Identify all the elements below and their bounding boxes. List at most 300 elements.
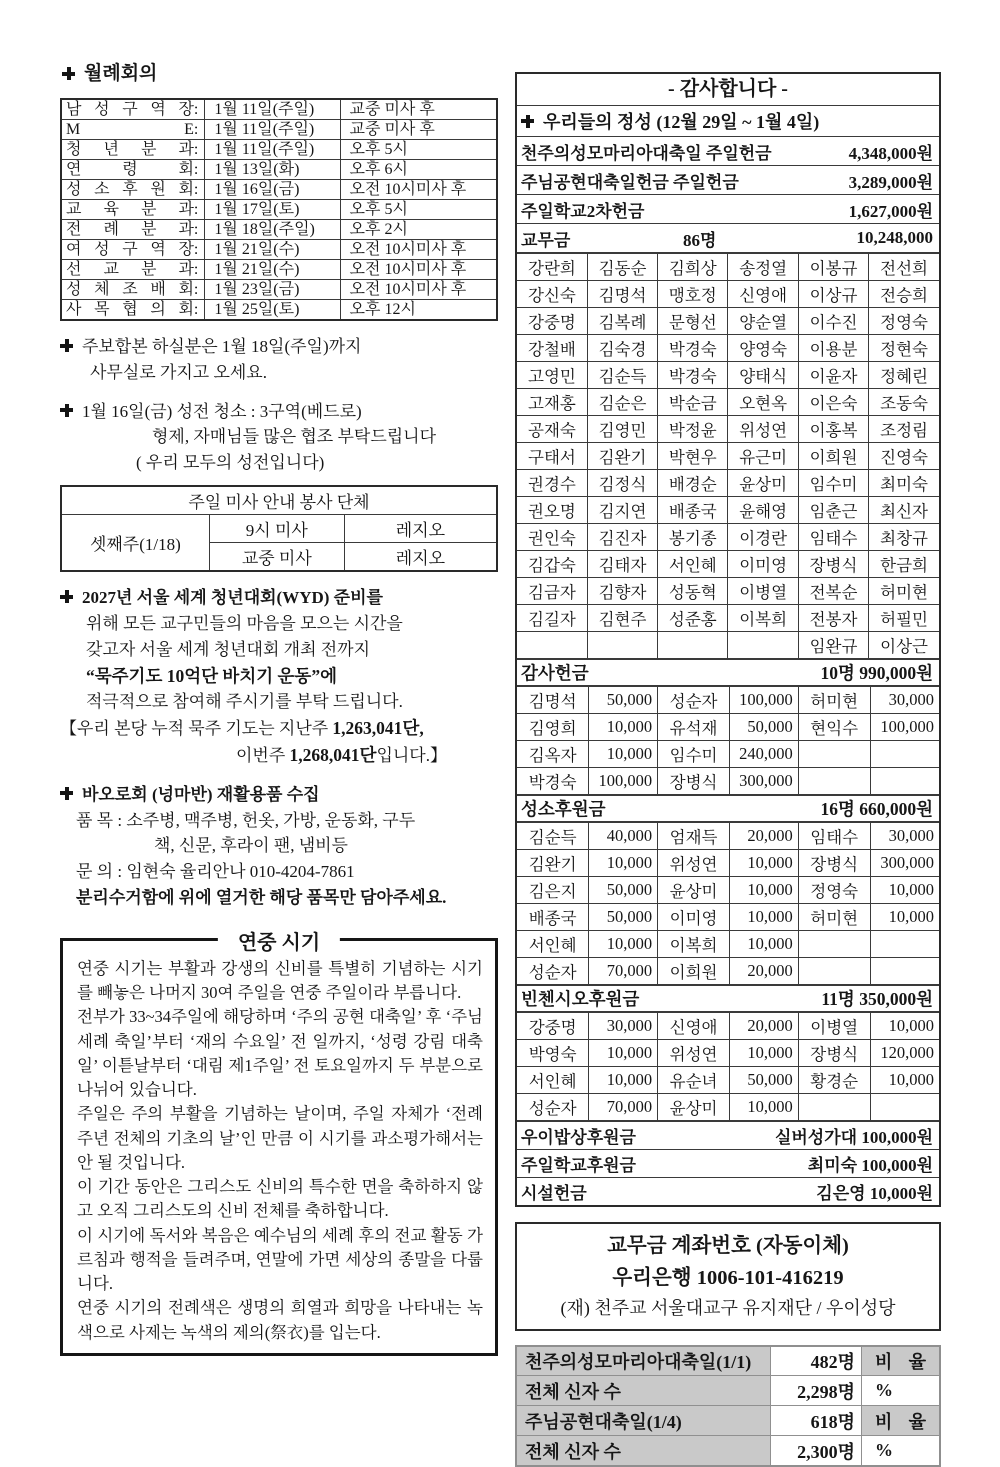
contributor-name-row [517, 281, 939, 308]
meeting-name-cell: 여 성 구 역 장: [61, 240, 205, 260]
donor-name-cell: 김은지 [517, 877, 589, 904]
monthly-meeting-row [61, 180, 497, 200]
contributor-name-row [517, 551, 939, 578]
section-summary: 10명 990,000원 [820, 663, 933, 683]
member-name-cell: 조정림 [869, 416, 939, 443]
stats-ratio-cell: % [862, 1436, 940, 1466]
member-name-cell: 김영민 [587, 416, 657, 443]
thanks-box [515, 72, 941, 1207]
donor-name-cell: 김순득 [517, 823, 589, 850]
ordinary-time-paragraph: 연중 시기는 부활과 강생의 신비를 특별히 기념하는 시기를 빼놓은 나머지 30여 주일을 연중 주일이라 부릅니다. [77, 958, 483, 1003]
stats-count-cell: 2,300명 [770, 1436, 861, 1466]
donation-amount-cell: 70,000 [589, 958, 658, 985]
mass-group-cell: 레지오 [344, 543, 497, 572]
offering-label: 천주의성모마리아대축일 주일헌금 [521, 143, 772, 163]
member-name-cell [728, 632, 798, 659]
account-holder: (재) 천주교 서울대교구 유지재단 / 우이성당 [560, 1297, 896, 1318]
offering-amount: 실버성가대 100,000원 [774, 1128, 933, 1147]
member-name-cell: 고영민 [517, 362, 587, 389]
member-name-cell: 배경순 [658, 470, 728, 497]
ordinary-time-paragraph: 이 시기에 독서와 복음은 예수님의 세례 후의 전교 활동 가르침과 행적을 들려주며, 연말에 가면 세상의 종말을 다룹니다. [77, 1225, 483, 1294]
donation-amount-cell: 50,000 [729, 1067, 798, 1094]
donation-row [517, 1040, 939, 1067]
meeting-name-cell: 성 체 조 배 회: [61, 280, 205, 300]
donor-name-cell [798, 931, 870, 958]
monthly-meeting-rows [61, 99, 497, 320]
donation-row [517, 958, 939, 985]
donor-name-cell: 김영희 [517, 714, 589, 741]
account-number: 우리은행 1006-101-416219 [612, 1267, 844, 1290]
member-name-cell: 권경수 [517, 470, 587, 497]
offering-row [517, 195, 939, 224]
member-name-cell: 이홍복 [798, 416, 868, 443]
donor-name-cell: 배종국 [517, 904, 589, 931]
member-name-cell: 한금희 [869, 551, 939, 578]
contributor-name-row [517, 389, 939, 416]
meeting-name-cell: M E: [61, 120, 205, 140]
notice1-line1: 주보합본 하실분은 1월 18일(주일)까지 [82, 337, 362, 356]
member-name-cell: 임완규 [798, 632, 868, 659]
mass-name-cell: 9시 미사 [209, 515, 344, 543]
member-name-cell: 이수진 [798, 308, 868, 335]
offering-row [517, 137, 939, 166]
donation-amount-cell: 10,000 [729, 1040, 798, 1067]
member-name-cell: 이용분 [798, 335, 868, 362]
meeting-time-cell: 오전 10시미사 후 [340, 180, 497, 200]
member-name-cell: 이희원 [798, 443, 868, 470]
stats-label-cell: 전체 신자 수 [516, 1436, 770, 1466]
donation-amount-cell: 50,000 [589, 687, 658, 714]
member-name-cell: 김금자 [517, 578, 587, 605]
donation-amount-cell: 10,000 [589, 931, 658, 958]
meeting-time-cell: 오후 5시 [340, 140, 497, 160]
meeting-date-cell: 1월 11일(주일) [205, 99, 340, 120]
donation-amount-cell: 30,000 [870, 823, 939, 850]
maltese-cross-icon [60, 339, 73, 352]
meeting-time-cell: 오전 10시미사 후 [340, 240, 497, 260]
offering-label: 우이밥상후원금 [521, 1128, 636, 1147]
donor-name-cell: 허미현 [798, 904, 870, 931]
wyd-line5: 적극적으로 참여해 주시기를 부탁 드립니다. [86, 692, 403, 712]
mass-name-cell: 교중 미사 [209, 543, 344, 572]
member-name-cell [587, 632, 657, 659]
wyd-notice [60, 585, 498, 769]
donor-name-cell: 신영애 [658, 1013, 730, 1040]
attendance-stats-rows [516, 1346, 940, 1466]
stats-count-cell: 482명 [770, 1346, 861, 1376]
sunday-mass-guide-table [60, 485, 498, 572]
member-name-cell: 이은숙 [798, 389, 868, 416]
ordinary-time-title: 연중 시기 [218, 926, 340, 955]
meeting-name-cell: 전 례 분 과: [61, 220, 205, 240]
donor-name-cell [798, 741, 870, 768]
donation-amount-cell [870, 768, 939, 795]
meeting-date-cell: 1월 18일(주일) [205, 220, 340, 240]
wyd-campaign-line: “묵주기도 10억단 바치기 운동”에 [86, 665, 337, 686]
meeting-time-cell: 오전 10시미사 후 [340, 280, 497, 300]
meeting-name-cell: 선 교 분 과: [61, 260, 205, 280]
donor-name-cell: 정영숙 [798, 877, 870, 904]
donation-amount-cell: 10,000 [589, 741, 658, 768]
offering-amount: 3,289,000원 [848, 172, 933, 192]
member-name-cell: 양순열 [728, 308, 798, 335]
contributor-name-row [517, 416, 939, 443]
member-name-cell: 전복순 [798, 578, 868, 605]
ordinary-time-paragraph: 이 기간 동안은 그리스도 신비의 특수한 면을 축하하지 않고 오직 그리스도의 신비 전체를 축하합니다. [77, 1177, 483, 1221]
member-name-cell: 이미영 [728, 551, 798, 578]
meeting-time-cell: 오후 6시 [340, 160, 497, 180]
donor-name-cell: 김완기 [517, 850, 589, 877]
donor-name-cell: 박경숙 [517, 768, 589, 795]
rosary-count-lastweek: 1,263,041단, [332, 718, 424, 739]
paul-bold-note: 분리수거함에 위에 열거한 해당 품목만 담아주세요. [76, 888, 447, 908]
notice1-line2: 사무실로 가지고 오세요. [90, 362, 267, 382]
meeting-date-cell: 1월 17일(토) [205, 200, 340, 220]
meeting-time-cell: 오후 5시 [340, 200, 497, 220]
monthly-meeting-heading [62, 58, 498, 85]
donation-amount-cell: 50,000 [589, 904, 658, 931]
donation-amount-cell: 300,000 [870, 850, 939, 877]
donation-amount-cell: 10,000 [870, 904, 939, 931]
meeting-name-cell: 남 성 구 역 장: [61, 99, 205, 120]
stats-ratio-cell: 비 율 [862, 1406, 940, 1436]
member-name-cell: 이상근 [869, 632, 939, 659]
meeting-date-cell: 1월 13일(화) [205, 160, 340, 180]
member-name-cell: 양영숙 [728, 335, 798, 362]
donation-amount-cell: 30,000 [870, 687, 939, 714]
contributor-name-row [517, 362, 939, 389]
donation-amount-cell: 40,000 [589, 823, 658, 850]
paul-title: 바오로회 (넝마반) 재활용품 수집 [82, 784, 320, 804]
member-name-cell: 김갑숙 [517, 551, 587, 578]
donation-amount-cell: 10,000 [729, 877, 798, 904]
donation-amount-cell: 20,000 [729, 1013, 798, 1040]
notice2-line2: 형제, 자매님들 많은 협조 부탁드립니다 [152, 427, 437, 447]
member-name-cell: 구태서 [517, 443, 587, 470]
right-column [515, 72, 941, 1467]
member-name-cell: 이윤자 [798, 362, 868, 389]
donation-row [517, 877, 939, 904]
donation-amount-cell: 10,000 [589, 1067, 658, 1094]
member-name-cell: 김복례 [587, 308, 657, 335]
contributor-name-row [517, 308, 939, 335]
stats-count-cell: 2,298명 [770, 1376, 861, 1406]
mass-week-cell: 셋째주(1/18) [61, 515, 209, 572]
monthly-meeting-row [61, 99, 497, 120]
member-name-cell: 권인숙 [517, 524, 587, 551]
donor-name-cell: 이희원 [658, 958, 730, 985]
donation-amount-cell: 240,000 [729, 741, 798, 768]
member-name-cell: 김지연 [587, 497, 657, 524]
paul-contact: 문 의 : 임현숙 율리안나 010-4204-7861 [76, 862, 355, 882]
donation-amount-cell [870, 958, 939, 985]
offering-row [517, 166, 939, 195]
donation-row [517, 714, 939, 741]
donation-amount-cell: 100,000 [729, 687, 798, 714]
donor-name-cell: 박영숙 [517, 1040, 589, 1067]
donation-amount-cell: 30,000 [589, 1013, 658, 1040]
donor-name-cell: 윤상미 [658, 877, 730, 904]
stats-row [516, 1436, 940, 1466]
donation-amount-cell: 100,000 [870, 714, 939, 741]
thanks-subtitle-row [517, 106, 939, 137]
donation-amount-cell: 20,000 [729, 958, 798, 985]
left-column [60, 58, 498, 1356]
gyomugeum-row [517, 224, 939, 253]
member-name-cell: 김순은 [587, 389, 657, 416]
member-name-cell: 윤해영 [728, 497, 798, 524]
ordinary-time-paragraph: 연중 시기의 전례색은 생명의 희열과 희망을 나타내는 녹색으로 사제는 녹색의 제의(祭衣)를 입는다. [77, 1298, 483, 1342]
donation-row [517, 1013, 939, 1040]
donor-name-cell: 임수미 [658, 741, 730, 768]
donation-amount-cell: 300,000 [729, 768, 798, 795]
member-name-cell: 송정열 [728, 254, 798, 281]
donation-amount-cell: 20,000 [729, 823, 798, 850]
paul-items-line1: 품 목 : 소주병, 맥주병, 헌옷, 가방, 운동화, 구두 [76, 810, 416, 830]
section-summary: 16명 660,000원 [820, 799, 933, 819]
monthly-meeting-title: 월례회의 [84, 63, 158, 84]
member-name-cell: 김진자 [587, 524, 657, 551]
offering-label: 시설헌금 [521, 1184, 587, 1203]
contributor-name-row [517, 578, 939, 605]
bulletin-binder-notice [60, 334, 498, 386]
member-name-cell: 서인혜 [658, 551, 728, 578]
member-name-cell: 최미숙 [869, 470, 939, 497]
member-name-cell: 김순득 [587, 362, 657, 389]
donation-amount-cell: 10,000 [729, 850, 798, 877]
donation-row [517, 1094, 939, 1121]
member-name-cell: 봉기종 [658, 524, 728, 551]
meeting-name-cell: 청 년 분 과: [61, 140, 205, 160]
donation-row [517, 850, 939, 877]
member-name-cell: 허미현 [869, 578, 939, 605]
stats-label-cell: 전체 신자 수 [516, 1376, 770, 1406]
stats-label-cell: 주님공현대축일(1/4) [516, 1406, 770, 1436]
monthly-meeting-row [61, 220, 497, 240]
member-name-cell: 김현주 [587, 605, 657, 632]
wyd-title: 2027년 서울 세계 청년대회(WYD) 준비를 [82, 588, 383, 608]
member-name-cell: 위성연 [728, 416, 798, 443]
member-name-cell: 전선희 [869, 254, 939, 281]
member-name-cell: 신영애 [728, 281, 798, 308]
contributor-name-row [517, 470, 939, 497]
stats-count-cell: 618명 [770, 1406, 861, 1436]
single-offering-row [517, 1149, 939, 1177]
maltese-cross-icon [521, 115, 534, 128]
contributor-name-row [517, 335, 939, 362]
donor-name-cell: 성순자 [517, 1094, 589, 1121]
member-name-cell: 김길자 [517, 605, 587, 632]
member-name-cell: 성동혁 [658, 578, 728, 605]
member-name-cell: 이경란 [728, 524, 798, 551]
donor-name-cell: 현익수 [798, 714, 870, 741]
donor-name-cell: 김옥자 [517, 741, 589, 768]
member-name-cell: 이봉규 [798, 254, 868, 281]
wyd-rosary-count-line1: 【우리 본당 누적 묵주 기도는 지난주 1,263,041단, [60, 718, 424, 739]
member-name-cell: 공재숙 [517, 416, 587, 443]
mass-table-row [61, 515, 497, 543]
member-name-cell: 장병식 [798, 551, 868, 578]
member-name-cell: 허필민 [869, 605, 939, 632]
maltese-cross-icon [62, 67, 75, 80]
meeting-time-cell: 교중 미사 후 [340, 120, 497, 140]
vincent-fund-table [517, 1012, 939, 1121]
donor-name-cell: 장병식 [658, 768, 730, 795]
paul-items-line2: 책, 신문, 후라이 팬, 냄비등 [154, 836, 348, 856]
donor-name-cell: 장병식 [798, 1040, 870, 1067]
member-name-cell: 강신숙 [517, 281, 587, 308]
meeting-name-cell: 성 소 후 원 회: [61, 180, 205, 200]
maltese-cross-icon [60, 590, 73, 603]
member-name-cell: 전승희 [869, 281, 939, 308]
meeting-date-cell: 1월 11일(주일) [205, 120, 340, 140]
section-label: 빈첸시오후원금 [521, 989, 640, 1009]
vocation-fund-section-header [517, 795, 939, 822]
donation-amount-cell [870, 741, 939, 768]
donor-name-cell: 이병열 [798, 1013, 870, 1040]
maltese-cross-icon [60, 404, 73, 417]
attendance-stats-table [515, 1345, 941, 1467]
stats-row [516, 1376, 940, 1406]
offering-amount: 최미숙 100,000원 [807, 1156, 933, 1175]
donor-name-cell: 장병식 [798, 850, 870, 877]
donation-amount-cell: 10,000 [589, 714, 658, 741]
offering-rows [517, 137, 939, 224]
ordinary-time-box [60, 931, 498, 1356]
member-name-cell: 유근미 [728, 443, 798, 470]
donor-name-cell: 임태수 [798, 823, 870, 850]
donation-row [517, 931, 939, 958]
offering-label: 주일학교2차헌금 [521, 201, 645, 221]
stats-ratio-cell: % [862, 1376, 940, 1406]
donation-amount-cell: 10,000 [870, 1013, 939, 1040]
donation-amount-cell: 120,000 [870, 1040, 939, 1067]
member-name-cell: 윤상미 [728, 470, 798, 497]
member-name-cell: 이상규 [798, 281, 868, 308]
donation-row [517, 1067, 939, 1094]
member-name-cell: 김향자 [587, 578, 657, 605]
thanks-subtitle: 우리들의 정성 (12월 29일 ~ 1월 4일) [543, 112, 820, 132]
donation-row [517, 741, 939, 768]
meeting-time-cell: 오전 10시미사 후 [340, 260, 497, 280]
paul-society-notice [60, 782, 498, 911]
member-name-cell: 양태식 [728, 362, 798, 389]
ordinary-time-paragraph: 전부가 33~34주일에 해당하며 ‘주의 공현 대축일’ 후 ‘주님 세례 축일’부터 ‘재의 수요일’ 전 일까지, ‘성령 강림 대축일’ 이튿날부터 ‘대림 제1주일’ 전 토요일까지 두 부분으로 나뉘어 있습니다. [77, 1007, 483, 1100]
donation-amount-cell: 10,000 [870, 877, 939, 904]
gyomugeum-amount: 10,248,000 [856, 228, 933, 247]
account-box-title: 교무금 계좌번호 (자동이체) [607, 1235, 849, 1257]
donation-amount-cell: 10,000 [729, 1094, 798, 1121]
monthly-meeting-row [61, 120, 497, 140]
contributor-name-row [517, 524, 939, 551]
meeting-name-cell: 연 령 회: [61, 160, 205, 180]
member-name-cell: 강란희 [517, 254, 587, 281]
stats-label-cell: 천주의성모마리아대축일(1/1) [516, 1346, 770, 1376]
monthly-meeting-row [61, 280, 497, 300]
meeting-date-cell: 1월 23일(금) [205, 280, 340, 300]
donor-name-cell: 황경순 [798, 1067, 870, 1094]
member-name-cell: 오현옥 [728, 389, 798, 416]
donor-name-cell: 유석재 [658, 714, 730, 741]
member-name-cell: 고재홍 [517, 389, 587, 416]
section-label: 감사헌금 [521, 663, 589, 683]
donor-name-cell [798, 768, 870, 795]
donation-row [517, 768, 939, 795]
donation-amount-cell: 10,000 [589, 1040, 658, 1067]
donor-name-cell: 성순자 [517, 958, 589, 985]
donation-amount-cell: 10,000 [729, 931, 798, 958]
donor-name-cell: 성순자 [658, 687, 730, 714]
thanks-title: - 감사합니다 - [517, 74, 939, 106]
member-name-cell: 강중명 [517, 308, 587, 335]
donor-name-cell: 김명석 [517, 687, 589, 714]
donation-amount-cell: 10,000 [870, 1067, 939, 1094]
member-name-cell [517, 632, 587, 659]
rosary-count-thisweek: 1,268,041단 [289, 744, 377, 765]
member-name-cell: 김정식 [587, 470, 657, 497]
offering-amount: 김은영 10,000원 [816, 1184, 933, 1203]
meeting-time-cell: 오후 12시 [340, 300, 497, 321]
offering-label: 주일학교후원금 [521, 1156, 636, 1175]
maltese-cross-icon [60, 787, 73, 800]
member-name-cell: 박정윤 [658, 416, 728, 443]
donation-amount-cell: 10,000 [589, 850, 658, 877]
mass-table-header-row [61, 486, 497, 515]
single-offering-rows [517, 1121, 939, 1205]
donor-name-cell [798, 958, 870, 985]
mass-group-cell: 레지오 [344, 515, 497, 543]
single-offering-row [517, 1121, 939, 1149]
member-name-cell: 임태수 [798, 524, 868, 551]
meeting-name-cell: 교 육 분 과: [61, 200, 205, 220]
member-name-cell: 최신자 [869, 497, 939, 524]
donor-name-cell: 이복희 [658, 931, 730, 958]
member-name-cell: 배종국 [658, 497, 728, 524]
monthly-meeting-row [61, 300, 497, 321]
donor-name-cell: 유순녀 [658, 1067, 730, 1094]
member-name-cell: 정혜린 [869, 362, 939, 389]
donor-name-cell: 윤상미 [658, 1094, 730, 1121]
contributor-name-rows [517, 254, 939, 659]
monthly-meeting-row [61, 200, 497, 220]
member-name-cell: 정영숙 [869, 308, 939, 335]
donation-row [517, 687, 939, 714]
member-name-cell: 김태자 [587, 551, 657, 578]
ordinary-time-paragraphs [77, 957, 483, 1345]
donor-name-cell: 서인혜 [517, 1067, 589, 1094]
vincent-fund-section-header [517, 985, 939, 1012]
donation-amount-cell: 100,000 [589, 768, 658, 795]
meeting-date-cell: 1월 16일(금) [205, 180, 340, 200]
wyd-line3: 갖고자 서울 세계 청년대회 개최 전까지 [86, 639, 371, 659]
member-name-cell [658, 632, 728, 659]
donation-amount-cell: 70,000 [589, 1094, 658, 1121]
member-name-cell: 맹호정 [658, 281, 728, 308]
contributor-name-row [517, 443, 939, 470]
contributor-name-row [517, 632, 939, 659]
meeting-date-cell: 1월 21일(수) [205, 260, 340, 280]
member-name-cell: 조동숙 [869, 389, 939, 416]
gyomugeum-count: 86명 [683, 230, 717, 250]
mass-table-header: 주일 미사 안내 봉사 단체 [61, 486, 497, 515]
donor-name-cell: 위성연 [658, 1040, 730, 1067]
offering-amount: 1,627,000원 [848, 201, 933, 221]
monthly-meeting-table [60, 98, 498, 321]
member-name-cell: 전봉자 [798, 605, 868, 632]
cleaning-notice [60, 399, 498, 476]
notice2-line1: 1월 16일(금) 성전 청소 : 3구역(베드로) [82, 401, 362, 421]
donor-name-cell: 엄재득 [658, 823, 730, 850]
